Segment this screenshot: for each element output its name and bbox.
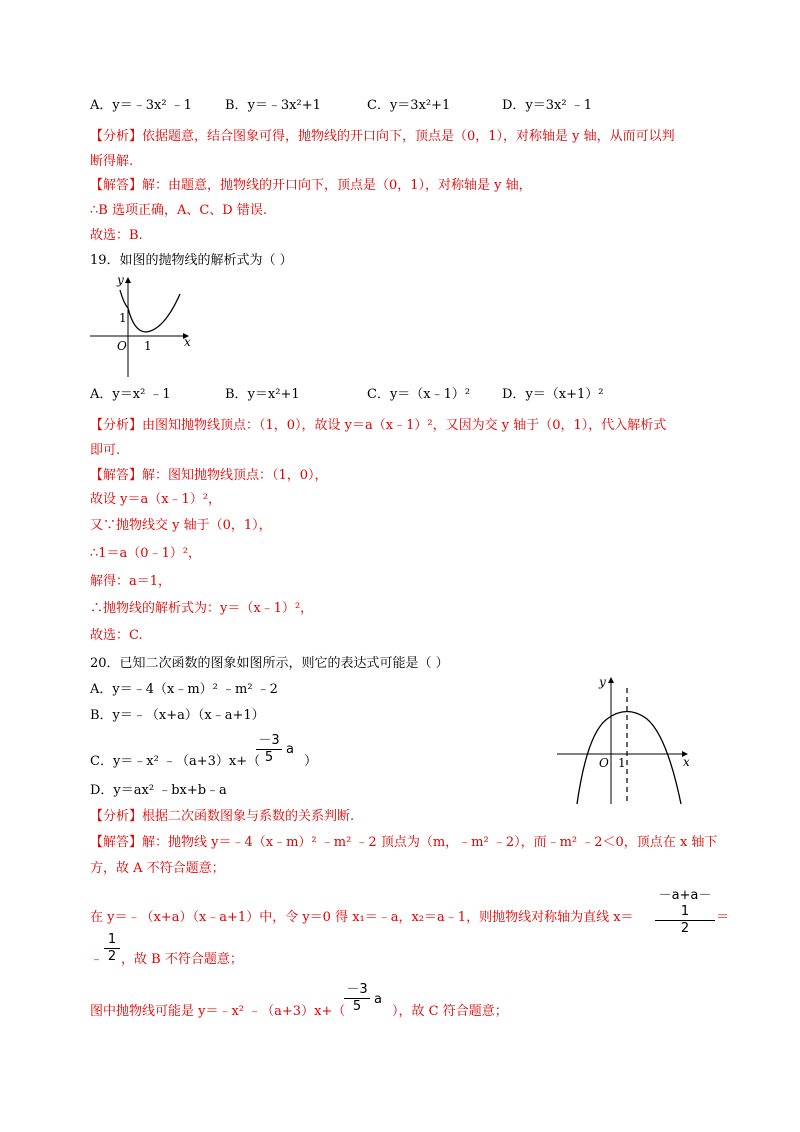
q19-analysis-line-2: 即可. xyxy=(90,443,121,458)
q19-parabola xyxy=(128,294,180,332)
q18-solution-line-3: 故选：B. xyxy=(90,228,143,243)
q20-analysis: 【分析】根据二次函数图象与系数的关系判断. xyxy=(90,809,355,824)
q20-c-fraction: $\frac{-3}{5}$ xyxy=(344,982,370,1015)
q19-x-tick: 1 xyxy=(144,339,152,353)
q20-option-a[interactable]: A．y＝﹣4（x﹣m）² ﹣m² ﹣2 xyxy=(90,682,278,697)
q19-solution-line-7: 故选：C. xyxy=(90,628,143,643)
q20-x-tick: 1 xyxy=(618,756,626,770)
q20-solution-line-5: 图中抛物线可能是 y＝﹣x² ﹣（a+3）x+（ xyxy=(90,1004,346,1019)
q20-stem: 20．已知二次函数的图象如图所示，则它的表达式可能是（ ） xyxy=(90,656,449,671)
q19-option-b[interactable]: B．y＝x²+1 xyxy=(225,387,300,402)
q19-x-label: x xyxy=(184,335,191,349)
q20-option-d[interactable]: D．y＝ax² ﹣bx+b﹣a xyxy=(90,783,227,798)
q19-y-tick: 1 xyxy=(119,311,127,325)
q19-option-d[interactable]: D．y＝（x+1）² xyxy=(502,387,604,402)
q20-option-c[interactable]: C．y＝﹣x² ﹣（a+3）x+（ ） xyxy=(90,754,318,769)
q20-option-b[interactable]: B．y＝﹣（x+a）（x﹣a+1） xyxy=(90,708,265,723)
q18-option-d[interactable]: D．y＝3x² ﹣1 xyxy=(502,98,592,113)
q18-analysis-line-2: 断得解. xyxy=(90,154,134,169)
q18-solution-line-2: ∴B 选项正确，A、C、D 错误. xyxy=(90,203,267,218)
q19-analysis-line-1: 【分析】由图知抛物线顶点：（1，0），故设 y＝a（x﹣1）²，又因为交 y 轴于（0，1），代入解析式 xyxy=(90,418,667,433)
q19-solution-line-6: ∴抛物线的解析式为：y＝（x﹣1）²， xyxy=(90,601,314,616)
q19-figure xyxy=(88,272,198,382)
q20-solution-line-1: 【解答】解：抛物线 y＝﹣4（x﹣m）² ﹣m² ﹣2 顶点为（m，﹣m² ﹣2），而﹣m² ﹣2＜0，顶点在 x 轴下 xyxy=(90,835,718,850)
q20-x-label: x xyxy=(683,755,690,769)
q18-analysis-line-1: 【分析】依据题意，结合图象可得，抛物线的开口向下，顶点是（0，1），对称轴是 y 轴，从而可以判 xyxy=(90,129,675,144)
q20-solution-equals: ＝ xyxy=(716,910,730,925)
q20-c-a: a xyxy=(374,992,382,1007)
q20-solution-line-2: 方，故 A 不符合题意； xyxy=(90,861,225,876)
q18-option-a[interactable]: A．y＝﹣3x² ﹣1 xyxy=(90,98,192,113)
q20-option-c-a: a xyxy=(286,742,294,757)
q19-option-c[interactable]: C．y＝（x﹣1）² xyxy=(367,387,471,402)
q20-y-label: y xyxy=(599,675,606,689)
q20-solution-line-6: ），故 C 符合题意； xyxy=(392,1004,508,1019)
q20-option-c-fraction: $\frac{-3}{5}$ xyxy=(256,733,282,766)
q19-stem: 19．如图的抛物线的解析式为（ ） xyxy=(90,253,293,268)
q19-option-a[interactable]: A．y＝x² ﹣1 xyxy=(90,387,171,402)
q20-solution-line-3: 在 y＝﹣（x+a）（x﹣a+1）中，令 y＝0 得 x₁＝﹣a，x₂＝a﹣1，则抛物线对称轴为直线 x＝ xyxy=(90,910,634,925)
q18-option-b[interactable]: B．y＝﹣3x²+1 xyxy=(225,98,321,113)
q20-parabola xyxy=(577,712,681,805)
q19-solution-line-4: ∴1＝a（0﹣1）²， xyxy=(90,546,202,561)
q20-figure xyxy=(555,674,695,810)
q19-solution-line-1: 【解答】解：图知抛物线顶点：（1，0）， xyxy=(90,468,328,483)
q20-solution-line-4: ，故 B 不符合题意； xyxy=(121,952,243,967)
q19-origin-label: O xyxy=(117,339,127,353)
q18-solution-line-1: 【解答】解：由题意，抛物线的开口向下，顶点是（0，1），对称轴是 y 轴， xyxy=(90,178,532,193)
q19-y-label: y xyxy=(117,273,124,287)
q20-origin-label: O xyxy=(599,756,609,770)
q19-solution-line-3: 又∵抛物线交 y 轴于（0，1）， xyxy=(90,518,272,533)
q20-axis-fraction: $\frac{-a+a-1}{2}$ xyxy=(655,888,715,937)
q18-option-c[interactable]: C．y＝3x²+1 xyxy=(367,98,451,113)
q19-solution-line-2: 故设 y＝a（x﹣1）²， xyxy=(90,492,222,507)
q20-half-fraction: $\frac{1}{2}$ xyxy=(104,932,120,965)
q20-solution-minus: ﹣ xyxy=(90,952,104,967)
q19-solution-line-5: 解得：a＝1， xyxy=(90,574,172,589)
